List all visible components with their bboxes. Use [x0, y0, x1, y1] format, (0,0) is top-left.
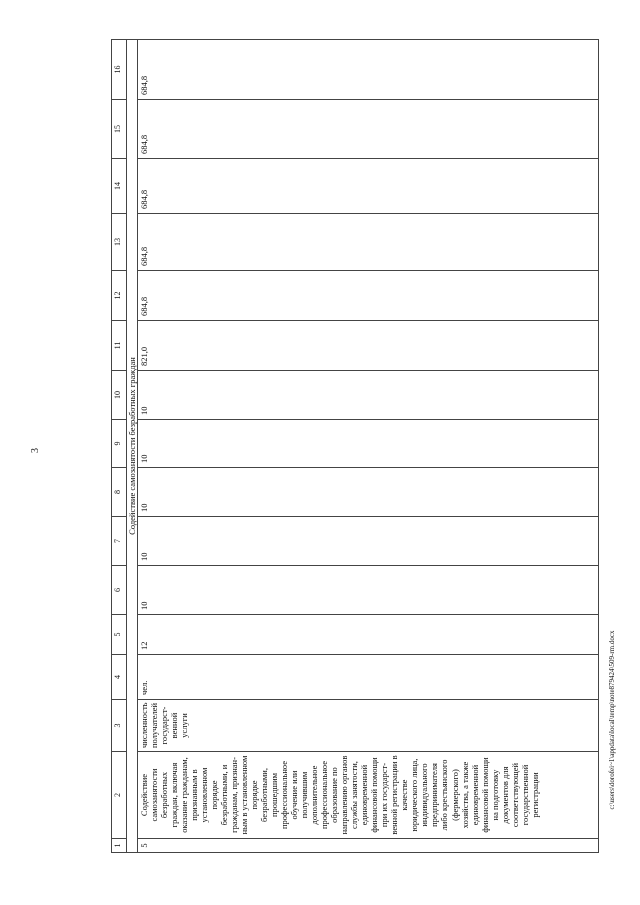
column-number-row	[112, 40, 127, 853]
col-num-13: 13	[112, 214, 127, 271]
table-row	[138, 40, 599, 853]
col-num-12: 12	[112, 271, 127, 321]
cell-13: 684,8	[138, 214, 599, 271]
page-number: 3	[30, 448, 41, 453]
file-path-footer: c:\users\dorofei~1\appdata\local\temp\note879424\509-rm.docx	[608, 630, 616, 810]
budget-table	[111, 39, 599, 853]
cell-11: 821,0	[138, 321, 599, 371]
col-num-6: 6	[112, 566, 127, 615]
rotated-table-container	[111, 40, 599, 853]
col-num-11: 11	[112, 321, 127, 371]
col-num-1: 1	[112, 839, 127, 853]
cell-16: 684,8	[138, 40, 599, 100]
col-num-5: 5	[112, 615, 127, 655]
col-num-7: 7	[112, 517, 127, 566]
col-num-15: 15	[112, 100, 127, 159]
indicator-name: численность получателей государст-венной услуги	[138, 700, 599, 752]
measure-name: Содействие самозанятости безработных граждан, включая оказание гражданам, признанным в установленном порядке безработными, и гражданам, признан-ным в установленном порядке безработными, прошедшим профессиональное обучение или получившим дополнительное профессиональное образование по направлению органов службы занятости, единовременной финансовой помощи при их государст-венной регистрации в качестве юридического лица, индивидуального предпринимателя либо крестьянского (фермерского) хозяйства, а также единовременной финансовой помощи на подготовку документов для соответствующей государственной регистрации	[138, 752, 599, 839]
cell-6: 10	[138, 566, 599, 615]
cell-15: 684,8	[138, 100, 599, 159]
col-num-14: 14	[112, 159, 127, 214]
col-num-9: 9	[112, 420, 127, 468]
cell-8: 10	[138, 468, 599, 517]
col-num-8: 8	[112, 468, 127, 517]
section-title: Содействие самозанятости безработных граждан	[127, 40, 138, 853]
cell-14: 684,8	[138, 159, 599, 214]
section-title-row	[127, 40, 138, 853]
cell-7: 10	[138, 517, 599, 566]
col-num-4: 4	[112, 655, 127, 700]
cell-9: 10	[138, 420, 599, 468]
cell-12: 684,8	[138, 271, 599, 321]
col-num-3: 3	[112, 700, 127, 752]
cell-10: 10	[138, 371, 599, 420]
col-num-2: 2	[112, 752, 127, 839]
table-frame	[111, 40, 599, 853]
col-num-16: 16	[112, 40, 127, 100]
cell-5: 12	[138, 615, 599, 655]
row-number: 5	[138, 839, 599, 853]
col-num-10: 10	[112, 371, 127, 420]
unit: чел.	[138, 655, 599, 700]
